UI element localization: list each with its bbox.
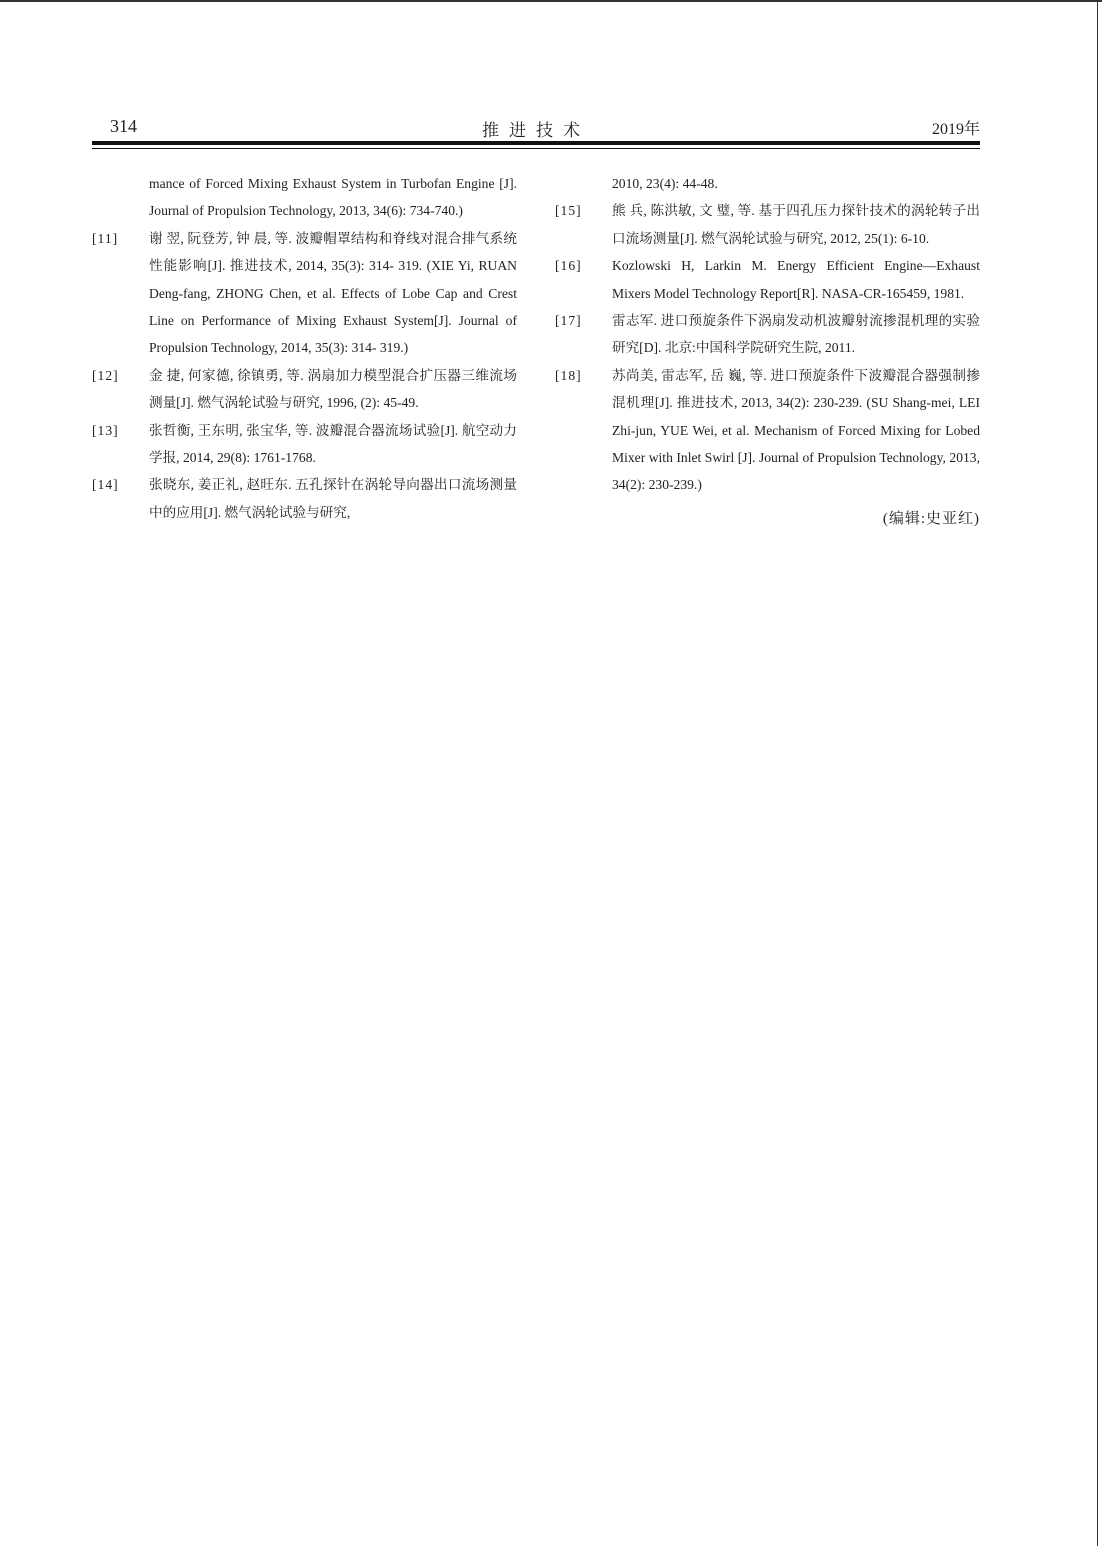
reference-number: [17] (555, 313, 582, 329)
reference-continuation: mance of Forced Mixing Exhaust System in Turbofan Engine [J]. Journal of Propulsion Technology, 2013, 34(6): 734-740.) (149, 176, 517, 219)
header-rule-thin (92, 148, 980, 149)
reference-number: [16] (555, 258, 582, 274)
reference-number: [11] (92, 230, 119, 246)
reference-text: 张晓东, 姜正礼, 赵旺东. 五孔探针在涡轮导向器出口流场测量中的应用[J]. 燃气涡轮试验与研究, (149, 477, 517, 520)
reference-number: [14] (92, 477, 119, 493)
issue-year: 2019年 (931, 121, 980, 138)
page-edge-right (1097, 0, 1098, 1546)
left-column (92, 170, 517, 526)
reference-text: 张哲衡, 王东明, 张宝华, 等. 波瓣混合器流场试验[J]. 航空动力学报, 2014, 29(8): 1761-1768. (149, 422, 517, 466)
header-rule-thick (92, 141, 980, 145)
reference-17 (555, 307, 980, 362)
reference-continuation: 2010, 23(4): 44-48. (612, 176, 718, 191)
right-column (555, 170, 980, 528)
reference-text: 雷志军. 进口预旋条件下涡扇发动机波瓣射流掺混机理的实验研究[D]. 北京:中国科学院研究生院, 2011. (612, 313, 980, 356)
reference-13 (92, 417, 517, 472)
reference-text: 熊 兵, 陈洪敏, 文 璧, 等. 基于四孔压力探针技术的涡轮转子出口流场测量[J]. 燃气涡轮试验与研究, 2012, 25(1): 6-10. (612, 203, 980, 246)
reference-text: Kozlowski H, Larkin M. Energy Efficient Engine—Exhaust Mixers Model Technology Report[R]. NASA-CR-165459, 1981. (612, 258, 980, 301)
reference-text: 金 捷, 何家德, 徐镇勇, 等. 涡扇加力模型混合扩压器三维流场测量[J]. 燃气涡轮试验与研究, 1996, (2): 45-49. (149, 367, 517, 411)
editor-credit: (编辑:史亚红) (882, 510, 980, 527)
journal-title: 推进技术 (482, 121, 590, 140)
reference-text: 苏尚美, 雷志军, 岳 巍, 等. 进口预旋条件下波瓣混合器强制掺混机理[J]. 推进技术, 2013, 34(2): 230-239. (SU Shang-mei, LEI Zhi-jun, YUE Wei, et al. Mechanism of Forced Mixing for Lobed Mixer with Inlet Swirl [J]. Journal of Propulsion Technology, 2013, 34(2): 230-239.) (612, 367, 980, 493)
reference-11 (92, 225, 517, 362)
reference-16 (555, 252, 980, 307)
reference-14 (92, 471, 517, 526)
reference-number: [15] (555, 203, 582, 219)
reference-18 (555, 362, 980, 499)
reference-number: [13] (92, 422, 119, 438)
reference-text: 谢 翌, 阮登芳, 钟 晨, 等. 波瓣帽罩结构和脊线对混合排气系统性能影响[J]. 推进技术, 2014, 35(3): 314- 319. (XIE Yi, RUAN Deng-fang, ZHONG Chen, et al. Effects of Lobe Cap and Crest Line on Performance of Mixing Exhaust System[J]. Journal of Propulsion Technology, 2014, 35(3): 314- 319.) (149, 230, 517, 356)
reference-12 (92, 362, 517, 417)
running-head (92, 116, 980, 142)
reference-number: [12] (92, 367, 119, 383)
reference-15 (555, 197, 980, 252)
reference-number: [18] (555, 367, 582, 383)
page-edge-top (0, 0, 1102, 2)
page-number: 314 (110, 116, 137, 136)
